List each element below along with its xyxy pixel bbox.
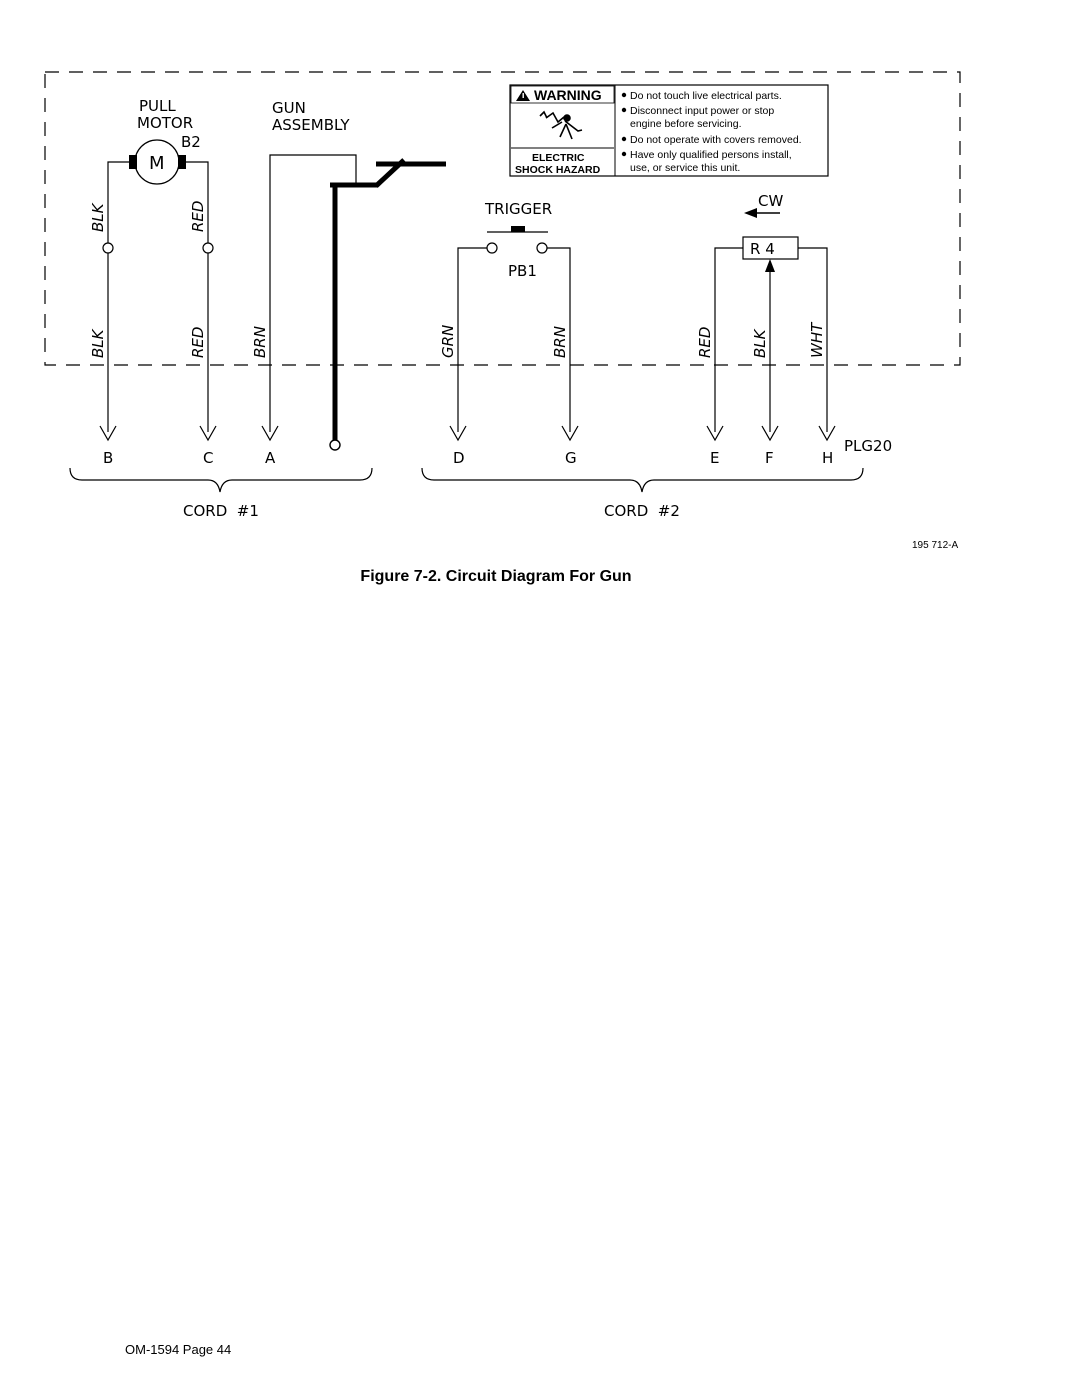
cw-label: CW: [758, 192, 784, 210]
gun-assembly-label-1: GUN: [272, 99, 306, 117]
wire-label-motor-blk-upper: BLK: [89, 203, 107, 232]
warning-item-4a: Have only qualified persons install,: [630, 149, 792, 161]
pull-motor-label-1: PULL: [139, 97, 176, 115]
warning-item-2a: Disconnect input power or stop: [630, 105, 775, 117]
wire-label-d: GRN: [439, 324, 457, 358]
pin-label-b: B: [103, 449, 114, 467]
trigger-ref-label: PB1: [508, 262, 537, 280]
pin-label-g: G: [565, 449, 577, 467]
warning-item-3: Do not operate with covers removed.: [630, 134, 802, 146]
cord-1-label: CORD #1: [183, 502, 259, 520]
warning-item-4b: use, or service this unit.: [630, 162, 741, 174]
pin-label-c: C: [203, 449, 214, 467]
warning-item-1: Do not touch live electrical parts.: [630, 90, 782, 102]
motor-ref-label: B2: [181, 133, 201, 151]
wire-label-b: BLK: [89, 329, 107, 358]
warning-title: WARNING: [534, 87, 602, 103]
pin-label-f: F: [765, 449, 774, 467]
bullet-3: [622, 137, 626, 141]
pin-label-a: A: [265, 449, 276, 467]
plug-label: PLG20: [844, 437, 893, 455]
warning-label: [510, 85, 828, 176]
bullet-2: [622, 108, 626, 112]
pin-label-h: H: [822, 449, 834, 467]
wire-label-g: BRN: [551, 326, 569, 358]
gun-assembly-label-2: ASSEMBLY: [272, 116, 350, 134]
pull-motor-label-2: MOTOR: [137, 114, 194, 132]
figure-caption: Figure 7-2. Circuit Diagram For Gun: [360, 568, 632, 585]
wire-label-f: BLK: [751, 329, 769, 358]
motor-letter: M: [149, 153, 165, 174]
connector-arrows: [100, 426, 835, 440]
bullet-4: [622, 152, 626, 156]
gun-contact-wiring: [270, 155, 446, 450]
hazard-label-1: ELECTRIC: [532, 152, 585, 164]
cord-braces: [70, 468, 863, 492]
trigger-label: TRIGGER: [485, 200, 553, 218]
circuit-diagram: [0, 0, 1080, 600]
pin-label-e: E: [710, 449, 720, 467]
wire-label-h: WHT: [808, 322, 826, 358]
terminal-motor-blk: [103, 243, 113, 253]
wire-label-c: RED: [189, 326, 207, 358]
page-footer: OM-1594 Page 44: [125, 1342, 232, 1357]
bullet-1: [622, 93, 626, 97]
wire-label-a: BRN: [251, 326, 269, 358]
cord-2-label: CORD #2: [604, 502, 680, 520]
hazard-label-2: SHOCK HAZARD: [515, 164, 601, 176]
pin-label-d: D: [453, 449, 465, 467]
warning-item-2b: engine before servicing.: [630, 118, 742, 130]
pot-ref-label: R 4: [750, 240, 775, 258]
wire-label-motor-red-upper: RED: [189, 200, 207, 232]
terminal-motor-red: [203, 243, 213, 253]
drawing-number: 195 712-A: [912, 540, 959, 551]
wire-label-e: RED: [696, 326, 714, 358]
